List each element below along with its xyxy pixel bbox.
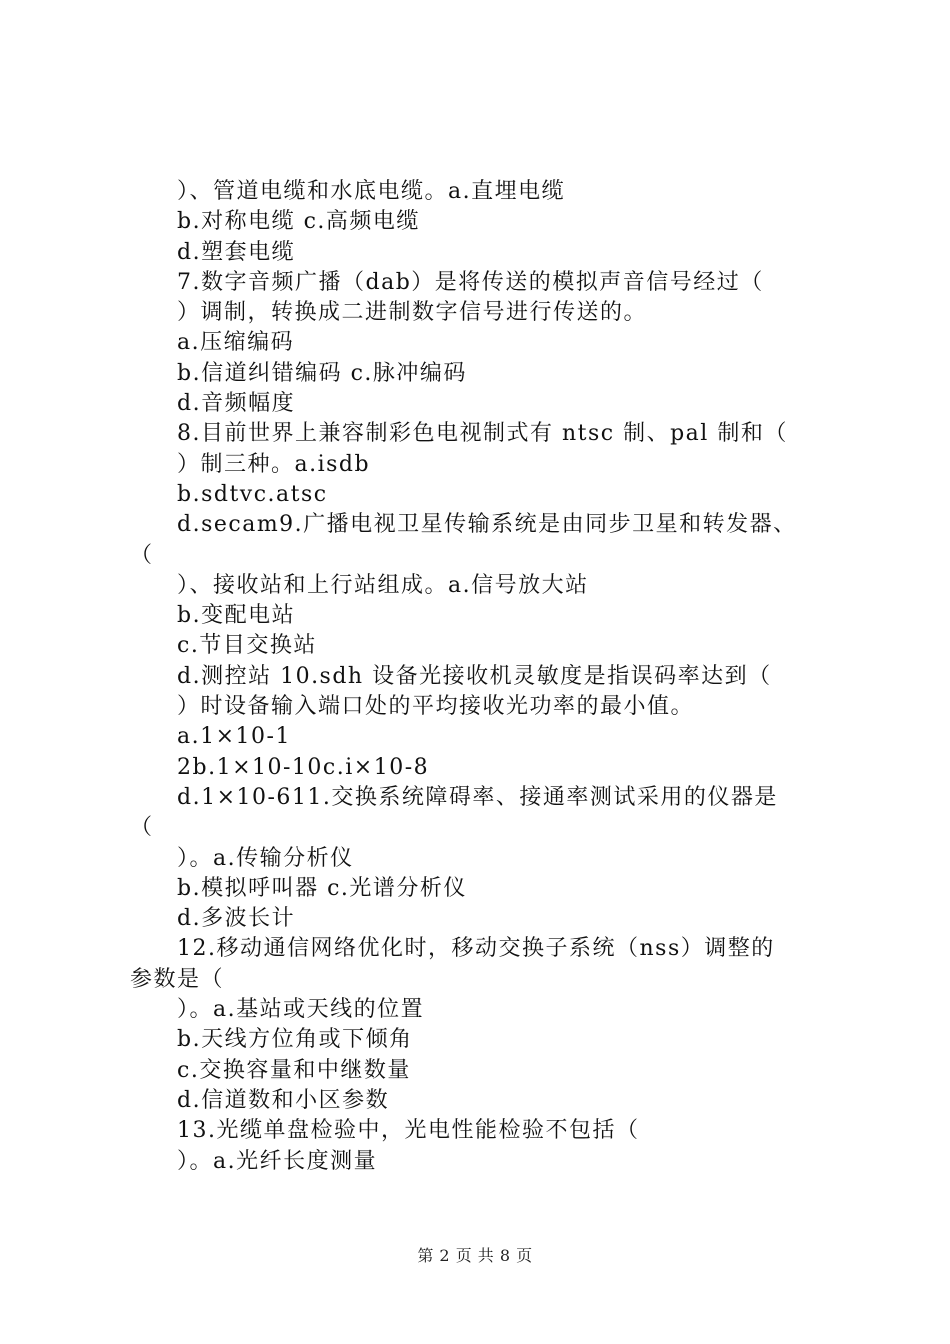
text-line: d.1×10-611.交换系统障碍率、接通率测试采用的仪器是 (177, 784, 778, 810)
text-line: （ (130, 542, 154, 568)
text-line: b.模拟呼叫器 c.光谱分析仪 (177, 875, 467, 901)
text-line: a.1×10-1 (177, 724, 291, 750)
text-line: d.塑套电缆 (177, 239, 296, 265)
text-line: 8.目前世界上兼容制彩色电视制式有 ntsc 制、pal 制和（ (177, 421, 788, 447)
text-line: 参数是（ (130, 966, 225, 992)
text-line: ）。a.光纤长度测量 (177, 1148, 378, 1174)
text-line: b.变配电站 (177, 603, 296, 629)
text-line: d.多波长计 (177, 906, 296, 932)
text-line: d.信道数和小区参数 (177, 1087, 390, 1113)
text-line: d.secam9.广播电视卫星传输系统是由同步卫星和转发器、 (177, 512, 797, 538)
text-line: ）制三种。a.isdb (177, 451, 371, 477)
text-line: c.节目交换站 (177, 633, 317, 659)
text-line: （ (130, 815, 154, 841)
text-line: b.天线方位角或下倾角 (177, 1027, 413, 1053)
text-line: 2b.1×10-10c.i×10-8 (177, 754, 430, 780)
document-body (130, 177, 835, 1177)
text-line: ）。a.基站或天线的位置 (177, 997, 425, 1023)
text-line: b.信道纠错编码 c.脉冲编码 (177, 360, 467, 386)
text-line: d.测控站 10.sdh 设备光接收机灵敏度是指误码率达到（ (177, 663, 772, 689)
text-line: a.压缩编码 (177, 330, 295, 356)
text-line: d.音频幅度 (177, 391, 296, 417)
text-line: 7.数字音频广播（dab）是将传送的模拟声音信号经过（ (177, 269, 764, 295)
text-line: ）调制，转换成二进制数字信号进行传送的。 (177, 300, 648, 326)
text-line: b.对称电缆 c.高频电缆 (177, 209, 420, 235)
text-line: b.sdtvc.atsc (177, 481, 328, 507)
text-line: ）。a.传输分析仪 (177, 845, 354, 871)
text-line: 13.光缆单盘检验中，光电性能检验不包括（ (177, 1118, 640, 1144)
text-line: ）、管道电缆和水底电缆。a.直埋电缆 (177, 179, 566, 204)
text-line: c.交换容量和中继数量 (177, 1057, 411, 1083)
text-line: ）、接收站和上行站组成。a.信号放大站 (177, 572, 589, 598)
text-line: 12.移动通信网络优化时，移动交换子系统（nss）调整的 (177, 936, 775, 962)
page-footer: 第 2 页 共 8 页 (417, 1246, 533, 1265)
text-line: ）时设备输入端口处的平均接收光功率的最小值。 (177, 694, 695, 720)
